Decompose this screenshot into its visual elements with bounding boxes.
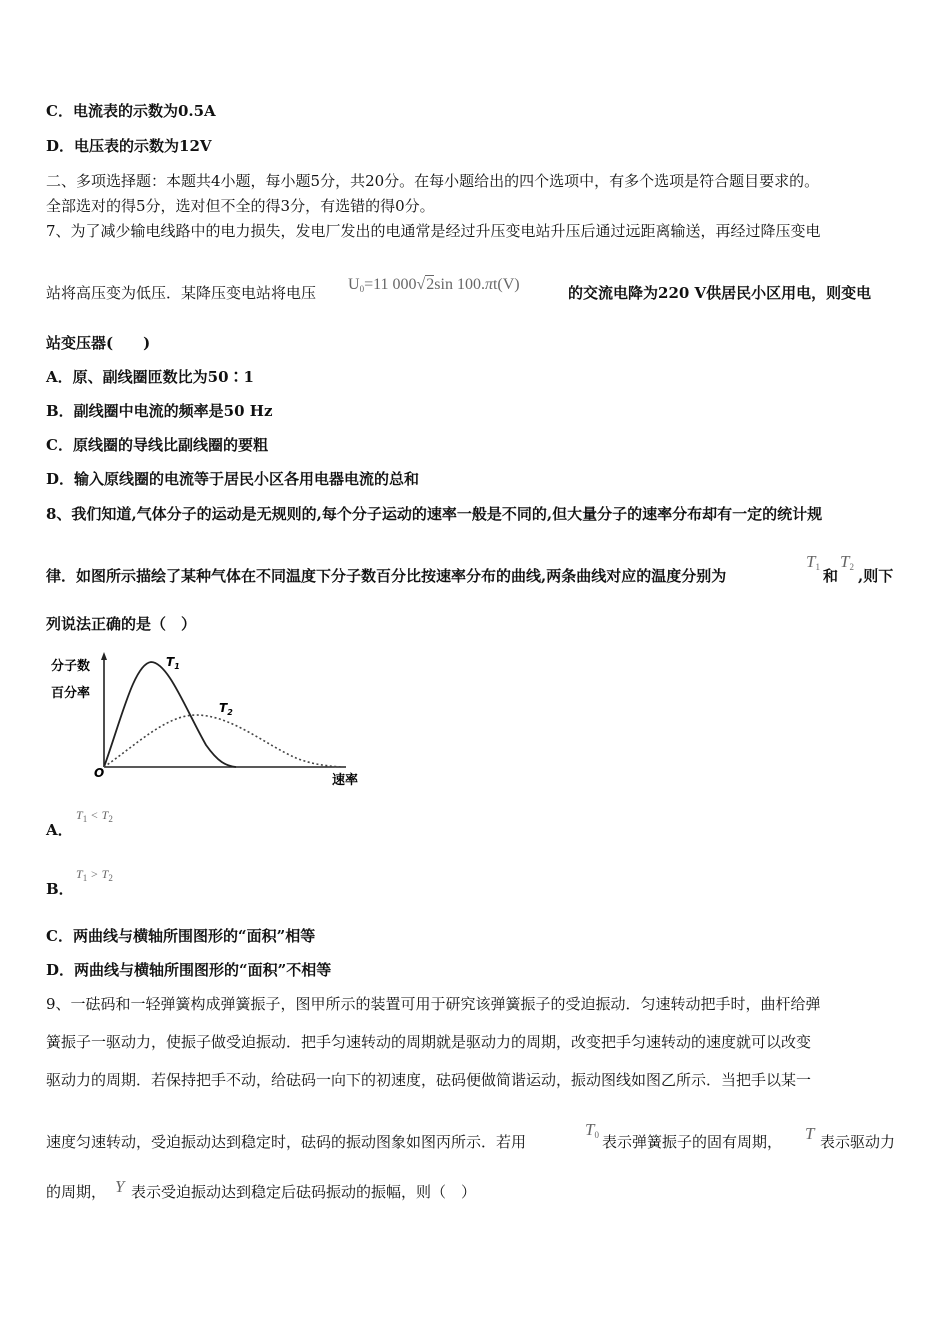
q7-line2b: 的交流电降为220 V供居民小区用电，则变电 <box>568 284 872 302</box>
q9-line1: 9、一砝码和一轻弹簧构成弹簧振子，图甲所示的装置可用于研究该弹簧振子的受迫振动．匀速转动把手时，曲杆给弹 <box>46 995 821 1013</box>
q8-option-a-formula: $T_1 < T_2$ <box>76 808 113 824</box>
y-axis-label-line1: 分子数 <box>51 659 91 674</box>
q7-line2a: 站将高压变为低压．某降压变电站将电压 <box>46 284 317 302</box>
q7-option-b: B．副线圈中电流的频率是50 Hz <box>46 402 273 420</box>
section-heading-line2: 全部选对的得5分，选对但不全的得3分，有选错的得0分。 <box>46 197 435 215</box>
option-d-prev: D．电压表的示数为12V <box>46 137 212 155</box>
y-axis-arrow <box>101 652 107 660</box>
q7-line1: 7、为了减少输电线路中的电力损失，发电厂发出的电通常是经过升压变电站升压后通过远距离输送，再经过降压变电 <box>46 222 821 240</box>
section-heading-line1: 二、多项选择题：本题共4小题，每小题5分，共20分。在每小题给出的四个选项中，有多个选项是符合题目要求的。 <box>46 172 820 190</box>
q7-option-d: D．输入原线圈的电流等于居民小区各用电器电流的总和 <box>46 470 420 488</box>
q9-line4b: 表示弹簧振子的固有周期， <box>602 1133 783 1151</box>
q8-t1-symbol: $T_1$ <box>806 552 820 572</box>
q7-voltage-formula: $U_0=11$ 000√2sin 100.πt(V) <box>348 276 520 294</box>
q8-option-a-label: A． <box>46 821 73 839</box>
q8-option-b-formula: $T_1 > T_2$ <box>76 867 113 883</box>
curve-t2 <box>104 715 341 767</box>
q9-line5b: 表示受迫振动达到稳定后砝码振动的振幅，则（ ） <box>131 1183 477 1201</box>
option-c-prev: C．电流表的示数为0.5A <box>46 102 216 120</box>
curve-t1 <box>104 662 236 767</box>
q9-line2: 簧振子一驱动力，使振子做受迫振动．把手匀速转动的周期就是驱动力的周期，改变把手匀速转动的速度就可以改变 <box>46 1033 812 1051</box>
q8-option-b-label: B． <box>46 880 74 898</box>
q8-line2b: ,则下 <box>858 567 894 585</box>
q9-t-symbol: T <box>805 1124 815 1143</box>
q9-line4c: 表示驱动力 <box>820 1133 896 1151</box>
q8-option-c: C．两曲线与横轴所围图形的“面积”相等 <box>46 927 316 945</box>
q9-t0-symbol: $T_0$ <box>585 1120 599 1140</box>
x-axis-label: 速率 <box>332 773 359 788</box>
y-axis-label-line2: 百分率 <box>51 686 91 701</box>
q7-option-a: A．原、副线圈匝数比为50∶1 <box>46 368 254 386</box>
q8-option-d: D．两曲线与横轴所围图形的“面积”不相等 <box>46 961 332 979</box>
q8-and: 和 <box>823 567 839 585</box>
q7-line3: 站变压器( ) <box>46 334 151 352</box>
q9-y-symbol: Y <box>115 1177 125 1196</box>
q7-option-c: C．原线圈的导线比副线圈的要粗 <box>46 436 268 454</box>
q8-line3: 列说法正确的是（ ） <box>46 615 197 633</box>
curve-t1-label: $T_1$ <box>166 655 180 671</box>
q8-line2a: 律．如图所示描绘了某种气体在不同温度下分子数百分比按速率分布的曲线,两条曲线对应的温度分别为 <box>46 567 727 585</box>
q9-line3: 驱动力的周期．若保持把手不动，给砝码一向下的初速度，砝码便做简谐运动，振动图线如图乙所示．当把手以某一 <box>46 1071 812 1089</box>
curve-t2-label: $T_2$ <box>219 701 233 717</box>
q9-line5a: 的周期， <box>46 1183 107 1201</box>
origin-label: O <box>94 766 105 780</box>
speed-distribution-figure <box>46 650 376 790</box>
q8-t2-symbol: $T_2$ <box>840 552 854 572</box>
q8-line1: 8、我们知道,气体分子的运动是无规则的,每个分子运动的速率一般是不同的,但大量分子的速率分布却有一定的统计规 <box>46 505 823 523</box>
q9-line4a: 速度匀速转动，受迫振动达到稳定时，砝码的振动图象如图丙所示．若用 <box>46 1133 527 1151</box>
